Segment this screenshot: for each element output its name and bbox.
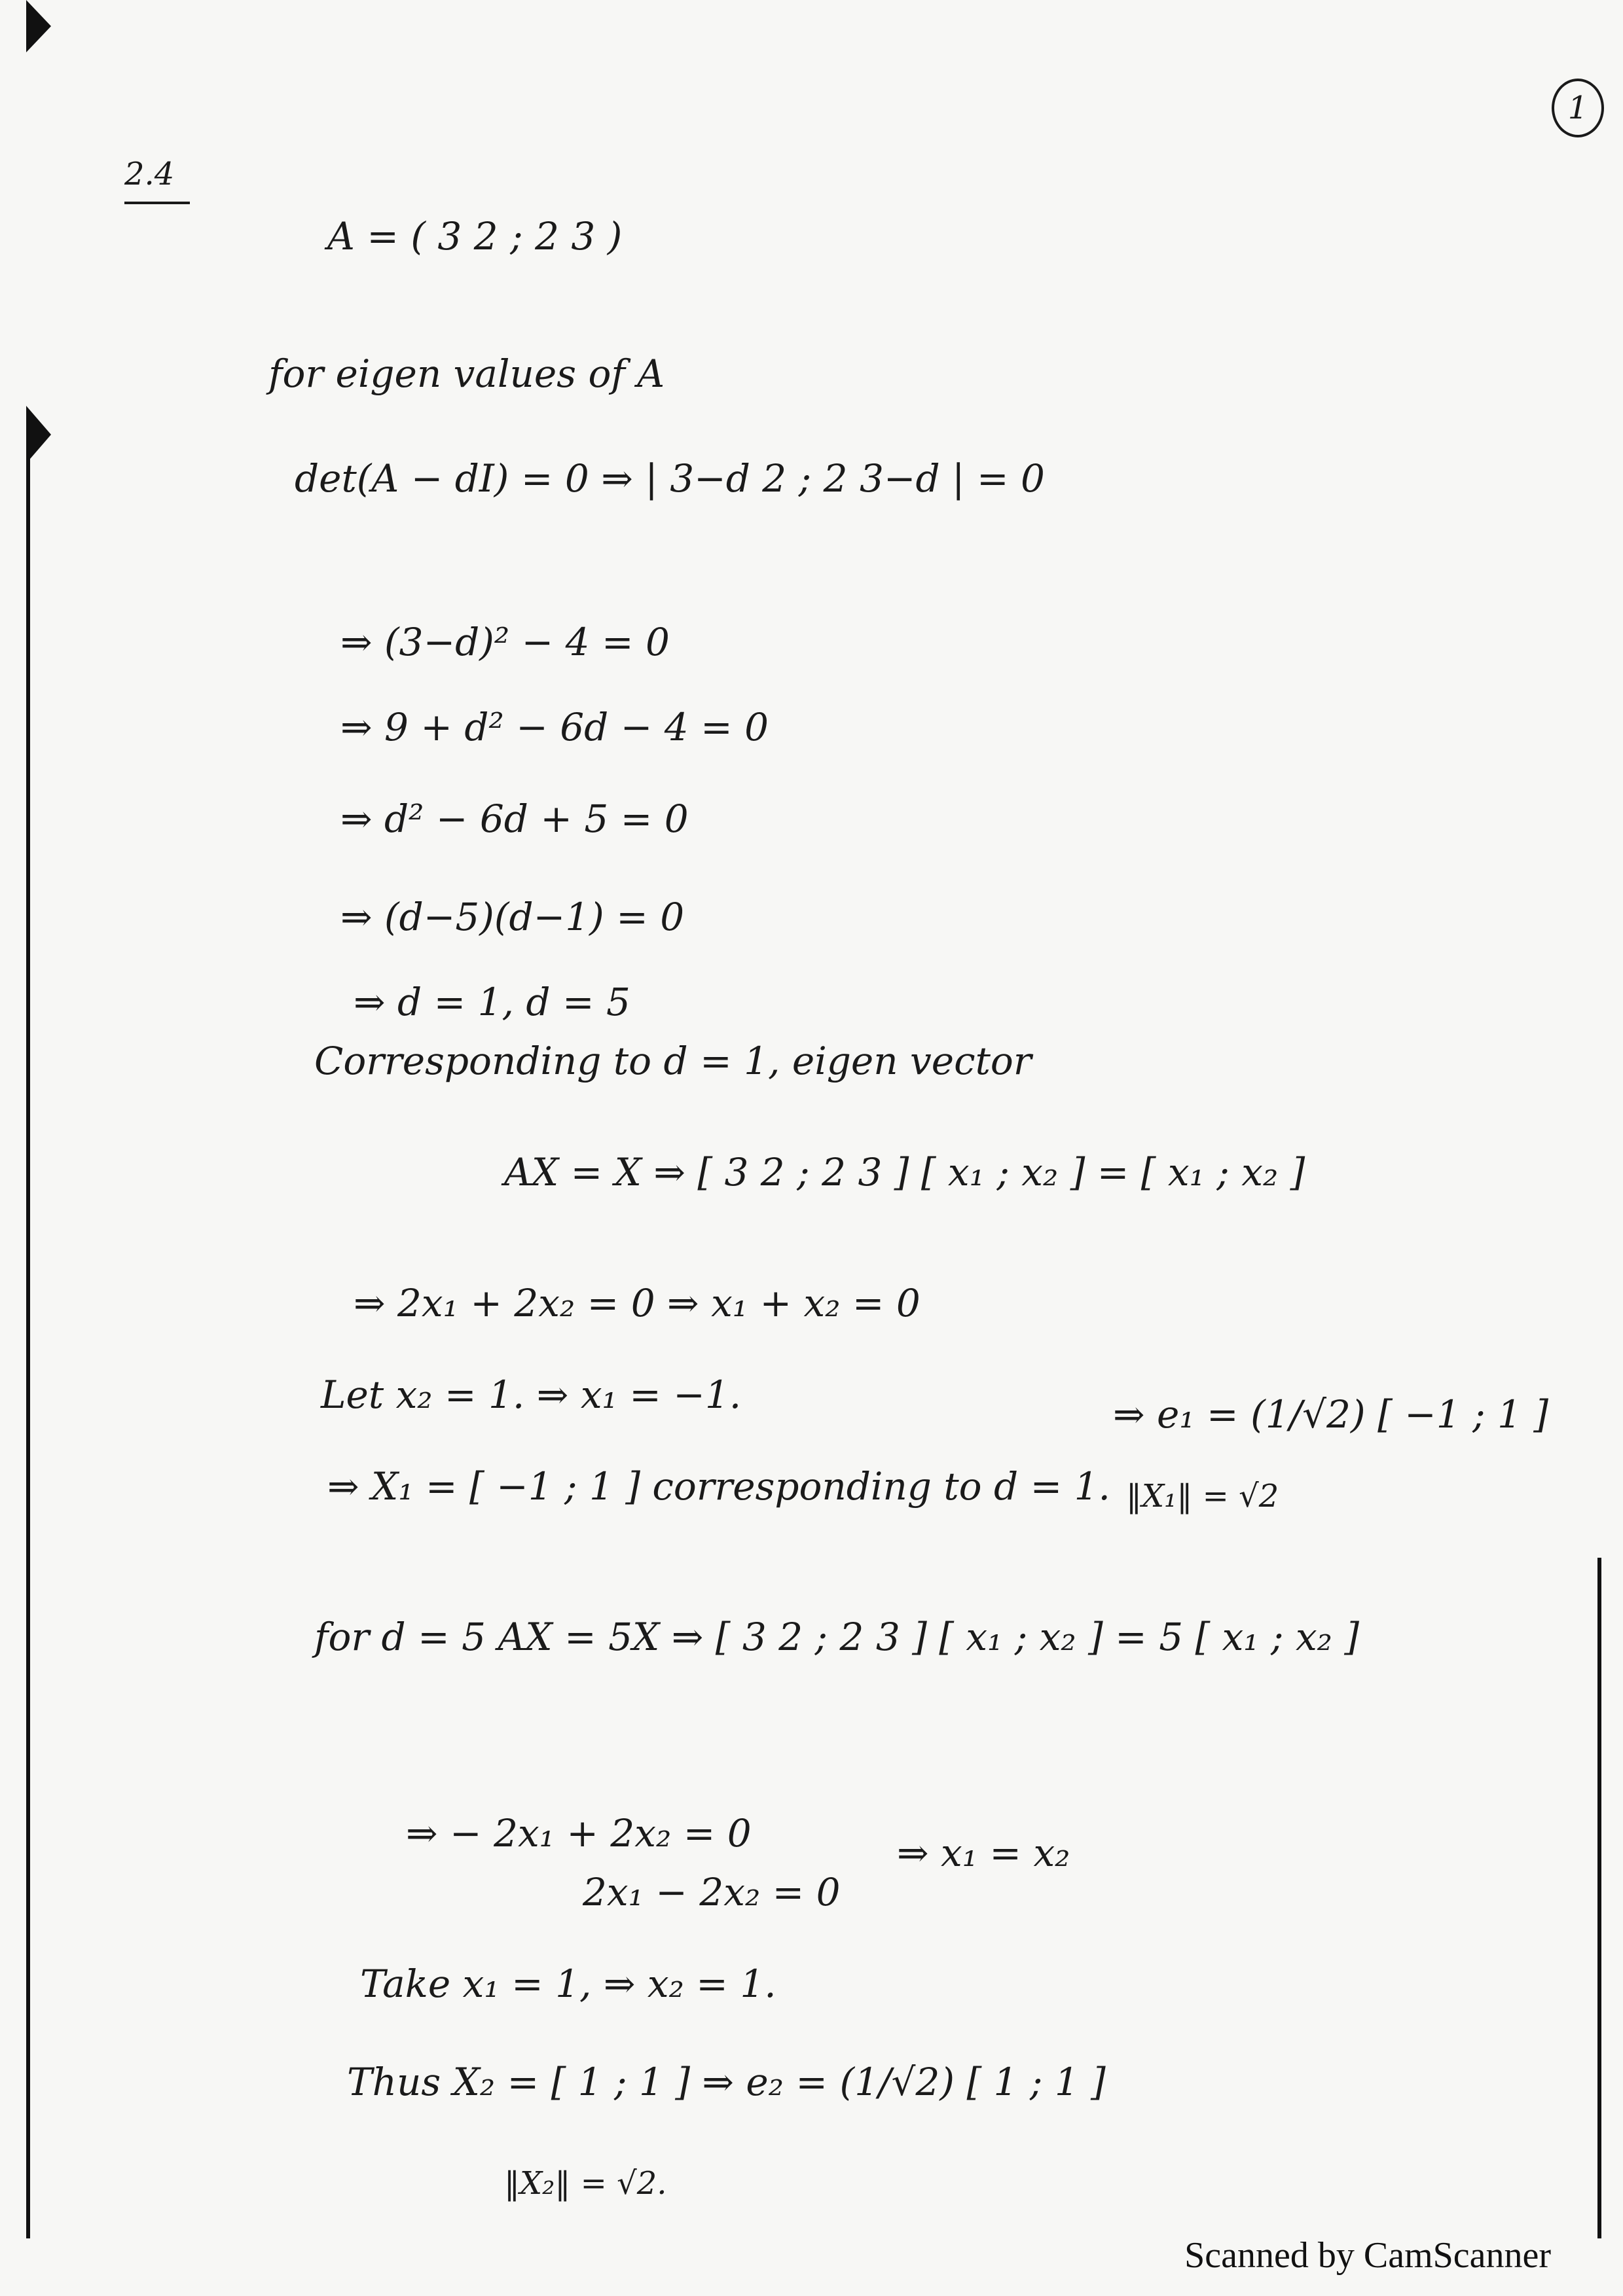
take-line: Take x₁ = 1, ⇒ x₂ = 1.	[360, 1962, 776, 2006]
system-line-2b: 2x₁ − 2x₂ = 0	[583, 1870, 841, 1914]
norm-x2-line: ‖X₂‖ = √2.	[504, 2165, 667, 2202]
scanner-footer: Scanned by CamScanner	[1184, 2235, 1551, 2276]
system-line-2a: ⇒ − 2x₁ + 2x₂ = 0	[406, 1811, 752, 1856]
step-line-2: ⇒ 9 + d² − 6d − 4 = 0	[340, 705, 769, 749]
step-line-5: ⇒ d = 1, d = 5	[354, 980, 630, 1024]
x1-vector-line: ⇒ X₁ = [ −1 ; 1 ] corresponding to d = 1.	[327, 1464, 1110, 1509]
page-number-circle	[1552, 79, 1604, 137]
matrix-a-line: A = ( 3 2 ; 2 3 )	[327, 214, 623, 259]
step-line-3: ⇒ d² − 6d + 5 = 0	[340, 797, 689, 841]
let-x2-line: Let x₂ = 1. ⇒ x₁ = −1.	[321, 1372, 742, 1417]
det-equation-line: det(A − dI) = 0 ⇒ | 3−d 2 ; 2 3−d | = 0	[295, 456, 1045, 501]
section-number: 2.4	[124, 156, 175, 192]
step-line-4: ⇒ (d−5)(d−1) = 0	[340, 895, 685, 939]
system-line-1: ⇒ 2x₁ + 2x₂ = 0 ⇒ x₁ + x₂ = 0	[354, 1281, 921, 1325]
scan-corner-marker-top	[26, 0, 51, 52]
step-line-1: ⇒ (3−d)² − 4 = 0	[340, 620, 670, 664]
for-d5-line: for d = 5 AX = 5X ⇒ [ 3 2 ; 2 3 ] [ x₁ ; x₂ ] = 5 [ x₁ ; x₂ ]	[314, 1615, 1359, 1659]
scan-right-edge	[1597, 1558, 1601, 2238]
corresponding-line-1: Corresponding to d = 1, eigen vector	[314, 1039, 1032, 1083]
scan-edge-marker-left	[26, 406, 51, 463]
section-underline	[124, 202, 190, 204]
e1-line: ⇒ e₁ = (1/√2) [ −1 ; 1 ]	[1113, 1392, 1549, 1437]
page-number: 1	[1567, 89, 1588, 126]
system-line-2c: ⇒ x₁ = x₂	[897, 1831, 1070, 1875]
x2-vector-line: Thus X₂ = [ 1 ; 1 ] ⇒ e₂ = (1/√2) [ 1 ; 1 ]	[347, 2060, 1106, 2104]
scan-left-edge	[26, 458, 30, 2238]
ax-equals-x-line: AX = X ⇒ [ 3 2 ; 2 3 ] [ x₁ ; x₂ ] = [ x₁ ; x₂ ]	[504, 1150, 1305, 1194]
norm-x1-line: ‖X₁‖ = √2	[1126, 1478, 1279, 1515]
eigen-intro-line: for eigen values of A	[268, 351, 665, 396]
